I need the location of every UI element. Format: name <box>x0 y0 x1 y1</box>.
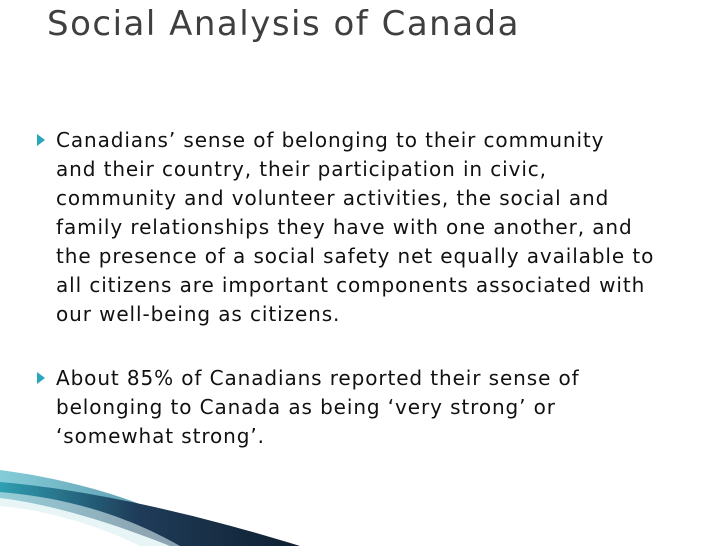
bullet-line: About 85% of Canadians reported their sense of <box>56 366 580 390</box>
bullet-line: all citizens are important components associated with <box>56 273 646 297</box>
triangle-bullet-icon <box>37 134 45 146</box>
bullet-line: belonging to Canada as being ‘very strong’ or <box>56 395 556 419</box>
bullet-line: family relationships they have with one another, and <box>56 215 633 239</box>
slide-title: Social Analysis of Canada <box>47 4 520 44</box>
bullet-text <box>56 126 706 329</box>
bullet-line: Canadians’ sense of belonging to their community <box>56 128 605 152</box>
bullet-text <box>56 364 706 451</box>
bullet-line: community and volunteer activities, the social and <box>56 186 610 210</box>
bullet-line: ‘somewhat strong’. <box>56 424 265 448</box>
bullet-line: our well-being as citizens. <box>56 302 341 326</box>
bullet-line: the presence of a social safety net equally available to <box>56 244 655 268</box>
triangle-bullet-icon <box>37 372 45 384</box>
bullet-line: and their country, their participation in civic, <box>56 157 547 181</box>
